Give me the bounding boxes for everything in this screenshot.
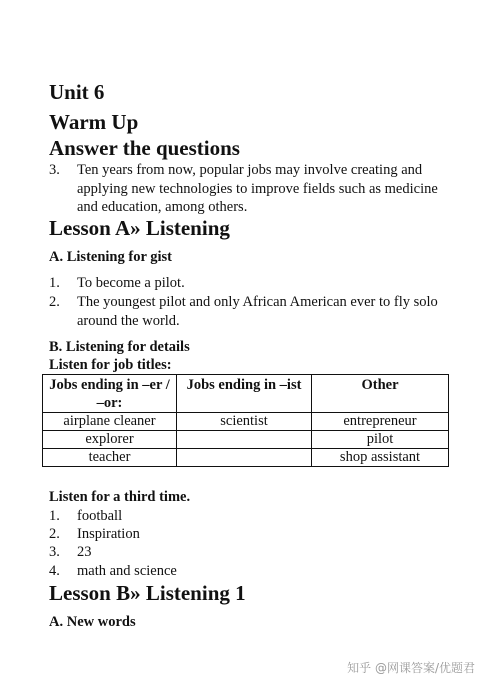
table-row xyxy=(43,449,449,467)
table-header: Other xyxy=(312,375,449,413)
lesson-b-heading: Lesson B» Listening 1 xyxy=(49,581,246,605)
list-item xyxy=(49,507,449,526)
answer-questions-heading: Answer the questions xyxy=(49,136,240,160)
table-cell: explorer xyxy=(43,431,177,449)
job-titles-table xyxy=(42,374,449,467)
list-number: 1. xyxy=(49,508,60,524)
table-row xyxy=(43,413,449,431)
list-item xyxy=(49,525,449,544)
table-cell: teacher xyxy=(43,449,177,467)
lesson-b-section-title: A. New words xyxy=(49,614,136,630)
unit-heading: Unit 6 xyxy=(49,80,105,104)
warm-up-answer xyxy=(49,161,449,217)
source-watermark: 知乎 @网课答案/优题君 xyxy=(347,661,475,675)
list-number: 3. xyxy=(49,544,60,560)
section-b-title: B. Listening for details xyxy=(49,339,190,355)
list-text: To become a pilot. xyxy=(77,275,185,291)
list-number: 2. xyxy=(49,294,60,310)
list-text: Ten years from now, popular jobs may involve creating and applying new technologies to improve fields such as medicine and education, among others. xyxy=(77,162,438,215)
table-cell: pilot xyxy=(312,431,449,449)
table-cell: scientist xyxy=(177,413,312,431)
list-text: The youngest pilot and only African American ever to fly solo around the world. xyxy=(77,294,438,329)
table-cell: airplane cleaner xyxy=(43,413,177,431)
list-item xyxy=(49,274,449,293)
table-header-row xyxy=(43,375,449,413)
table-header: Jobs ending in –ist xyxy=(177,375,312,413)
table-row xyxy=(43,431,449,449)
third-time-title: Listen for a third time. xyxy=(49,489,191,505)
job-titles-subtitle: Listen for job titles: xyxy=(49,357,172,373)
list-item xyxy=(49,543,449,562)
table-cell: shop assistant xyxy=(312,449,449,467)
section-a-title: A. Listening for gist xyxy=(49,249,172,265)
list-text: football xyxy=(77,508,123,524)
lesson-a-heading: Lesson A» Listening xyxy=(49,216,230,240)
list-text: Inspiration xyxy=(77,526,140,542)
list-number: 3. xyxy=(49,162,60,178)
list-item xyxy=(49,293,449,330)
list-item xyxy=(49,562,449,581)
list-number: 4. xyxy=(49,563,60,579)
list-number: 1. xyxy=(49,275,60,291)
list-number: 2. xyxy=(49,526,60,542)
table-cell xyxy=(177,449,312,467)
warm-up-heading: Warm Up xyxy=(49,110,139,134)
table-cell: entrepreneur xyxy=(312,413,449,431)
table-cell xyxy=(177,431,312,449)
list-text: math and science xyxy=(77,563,177,579)
table-header: Jobs ending in –er / –or: xyxy=(43,375,177,413)
list-text: 23 xyxy=(77,544,92,560)
